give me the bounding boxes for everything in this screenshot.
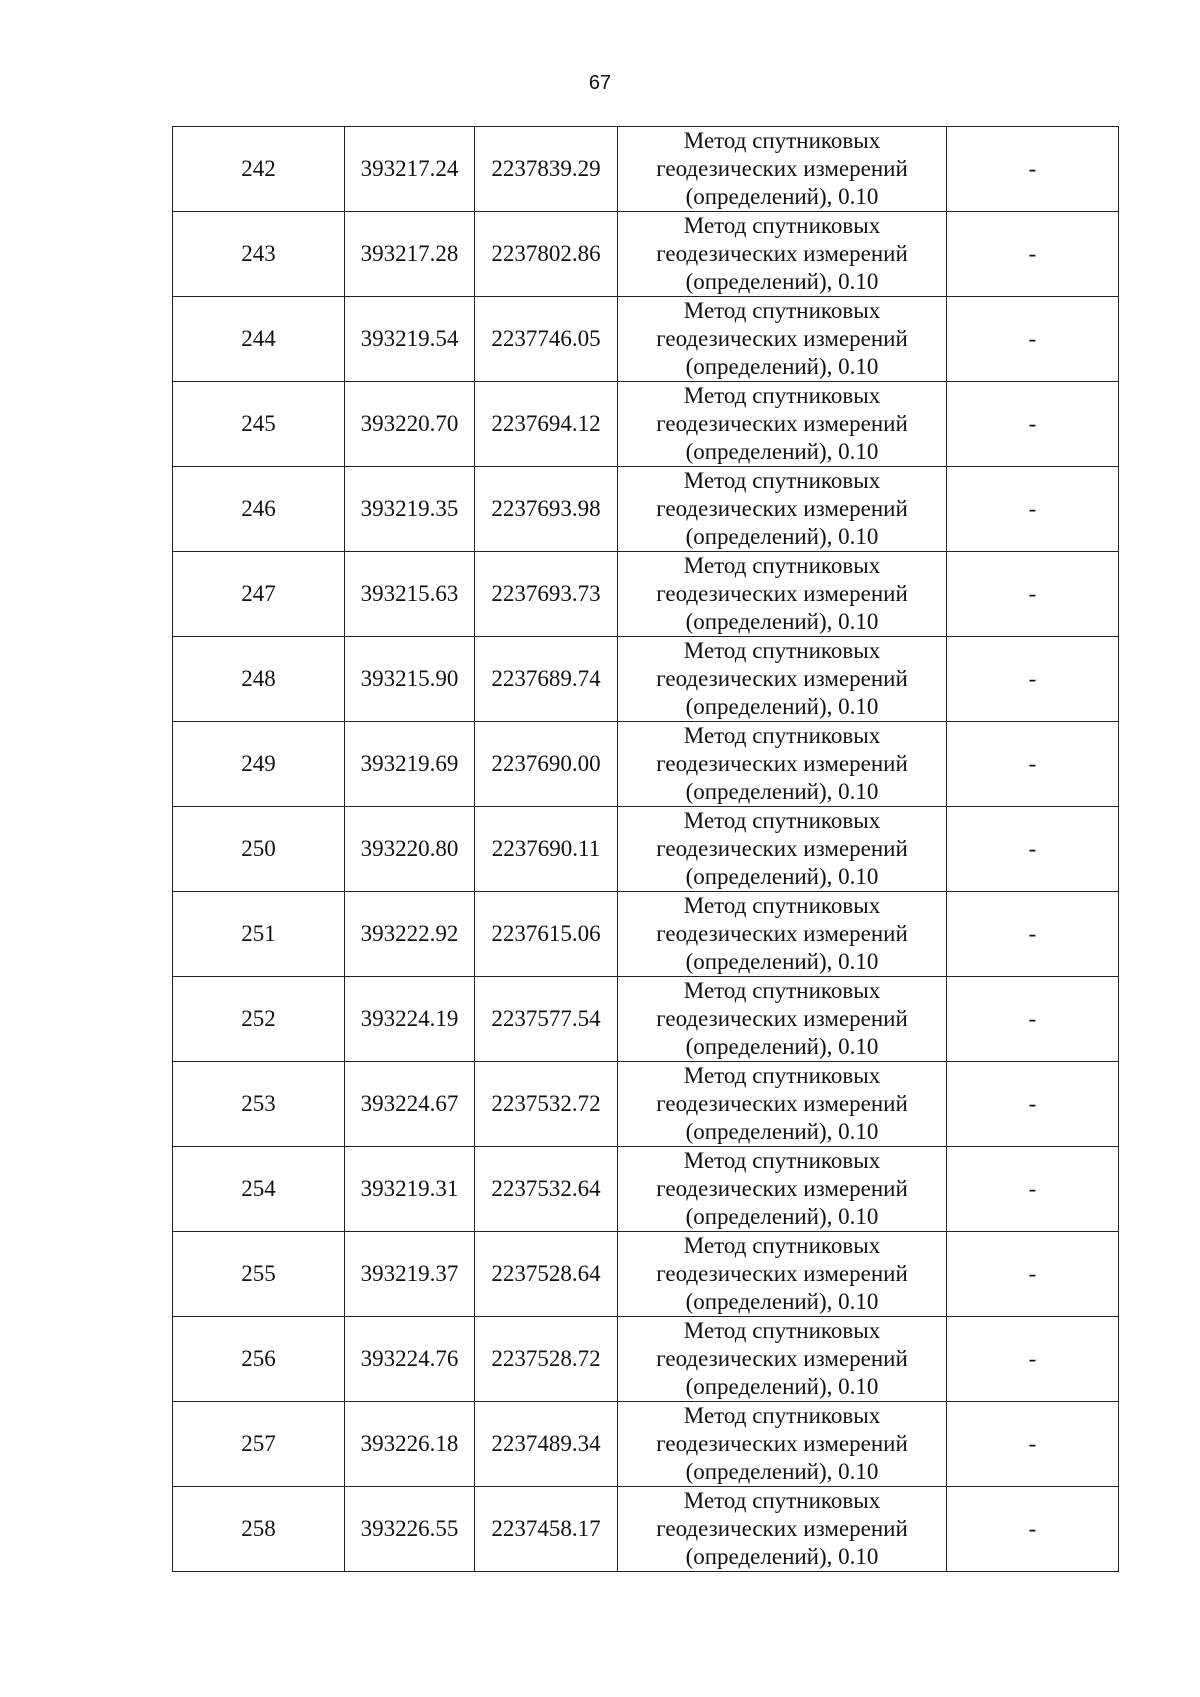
table-row [173, 297, 1119, 382]
point-number-cell: 244 [173, 297, 345, 382]
point-number-cell: 257 [173, 1402, 345, 1487]
method-line-3: (определений), 0.10 [685, 184, 879, 209]
method-cell [618, 892, 947, 977]
method-line-2: геодезических измерений [656, 326, 908, 351]
method-line-3: (определений), 0.10 [685, 1289, 879, 1314]
coordinates-table [172, 126, 1119, 1572]
method-line-1: Метод спутниковых [683, 893, 881, 918]
x-coordinate-cell: 393215.90 [345, 637, 475, 722]
table-row [173, 807, 1119, 892]
method-cell [618, 467, 947, 552]
y-coordinate-cell: 2237528.72 [475, 1317, 618, 1402]
point-number-cell: 252 [173, 977, 345, 1062]
table-row [173, 1062, 1119, 1147]
method-line-1: Метод спутниковых [683, 1488, 881, 1513]
method-line-3: (определений), 0.10 [685, 439, 879, 464]
point-number-cell: 242 [173, 127, 345, 212]
y-coordinate-cell: 2237690.00 [475, 722, 618, 807]
note-cell: - [947, 637, 1119, 722]
x-coordinate-cell: 393226.18 [345, 1402, 475, 1487]
method-line-3: (определений), 0.10 [685, 609, 879, 634]
y-coordinate-cell: 2237532.64 [475, 1147, 618, 1232]
point-number-cell: 253 [173, 1062, 345, 1147]
note-cell: - [947, 1062, 1119, 1147]
method-cell [618, 722, 947, 807]
y-coordinate-cell: 2237690.11 [475, 807, 618, 892]
method-line-3: (определений), 0.10 [685, 1034, 879, 1059]
note-cell: - [947, 807, 1119, 892]
method-line-1: Метод спутниковых [683, 1063, 881, 1088]
method-cell [618, 1487, 947, 1572]
table-row [173, 552, 1119, 637]
note-cell: - [947, 127, 1119, 212]
x-coordinate-cell: 393224.76 [345, 1317, 475, 1402]
y-coordinate-cell: 2237532.72 [475, 1062, 618, 1147]
method-cell [618, 1232, 947, 1317]
method-cell [618, 1147, 947, 1232]
coordinates-table-body [173, 127, 1119, 1572]
x-coordinate-cell: 393220.70 [345, 382, 475, 467]
point-number-cell: 243 [173, 212, 345, 297]
method-line-2: геодезических измерений [656, 1346, 908, 1371]
method-cell [618, 807, 947, 892]
method-cell [618, 212, 947, 297]
point-number-cell: 247 [173, 552, 345, 637]
method-line-1: Метод спутниковых [683, 468, 881, 493]
method-line-3: (определений), 0.10 [685, 694, 879, 719]
point-number-cell: 258 [173, 1487, 345, 1572]
method-line-3: (определений), 0.10 [685, 269, 879, 294]
note-cell: - [947, 1487, 1119, 1572]
table-row [173, 637, 1119, 722]
x-coordinate-cell: 393226.55 [345, 1487, 475, 1572]
method-line-2: геодезических измерений [656, 836, 908, 861]
x-coordinate-cell: 393219.31 [345, 1147, 475, 1232]
note-cell: - [947, 552, 1119, 637]
method-line-2: геодезических измерений [656, 666, 908, 691]
table-row [173, 722, 1119, 807]
note-cell: - [947, 892, 1119, 977]
table-row [173, 1317, 1119, 1402]
point-number-cell: 256 [173, 1317, 345, 1402]
y-coordinate-cell: 2237802.86 [475, 212, 618, 297]
method-line-3: (определений), 0.10 [685, 1374, 879, 1399]
method-line-1: Метод спутниковых [683, 1233, 881, 1258]
table-row [173, 127, 1119, 212]
method-line-2: геодезических измерений [656, 1176, 908, 1201]
point-number-cell: 246 [173, 467, 345, 552]
method-line-3: (определений), 0.10 [685, 1459, 879, 1484]
method-line-1: Метод спутниковых [683, 1403, 881, 1428]
y-coordinate-cell: 2237489.34 [475, 1402, 618, 1487]
method-line-1: Метод спутниковых [683, 808, 881, 833]
method-line-2: геодезических измерений [656, 156, 908, 181]
method-line-2: геодезических измерений [656, 241, 908, 266]
table-row [173, 1487, 1119, 1572]
method-line-2: геодезических измерений [656, 1261, 908, 1286]
x-coordinate-cell: 393219.69 [345, 722, 475, 807]
table-row [173, 892, 1119, 977]
note-cell: - [947, 1232, 1119, 1317]
method-line-3: (определений), 0.10 [685, 864, 879, 889]
method-line-1: Метод спутниковых [683, 978, 881, 1003]
y-coordinate-cell: 2237693.73 [475, 552, 618, 637]
point-number-cell: 255 [173, 1232, 345, 1317]
note-cell: - [947, 212, 1119, 297]
y-coordinate-cell: 2237693.98 [475, 467, 618, 552]
note-cell: - [947, 1147, 1119, 1232]
method-line-3: (определений), 0.10 [685, 524, 879, 549]
method-line-2: геодезических измерений [656, 921, 908, 946]
method-line-3: (определений), 0.10 [685, 779, 879, 804]
note-cell: - [947, 722, 1119, 807]
y-coordinate-cell: 2237694.12 [475, 382, 618, 467]
method-line-3: (определений), 0.10 [685, 1119, 879, 1144]
point-number-cell: 248 [173, 637, 345, 722]
x-coordinate-cell: 393220.80 [345, 807, 475, 892]
method-line-1: Метод спутниковых [683, 383, 881, 408]
table-row [173, 212, 1119, 297]
x-coordinate-cell: 393224.67 [345, 1062, 475, 1147]
y-coordinate-cell: 2237746.05 [475, 297, 618, 382]
x-coordinate-cell: 393219.54 [345, 297, 475, 382]
point-number-cell: 251 [173, 892, 345, 977]
method-line-1: Метод спутниковых [683, 553, 881, 578]
table-row [173, 977, 1119, 1062]
x-coordinate-cell: 393224.19 [345, 977, 475, 1062]
y-coordinate-cell: 2237615.06 [475, 892, 618, 977]
method-cell [618, 552, 947, 637]
x-coordinate-cell: 393219.37 [345, 1232, 475, 1317]
x-coordinate-cell: 393219.35 [345, 467, 475, 552]
note-cell: - [947, 382, 1119, 467]
table-row [173, 467, 1119, 552]
method-cell [618, 1062, 947, 1147]
method-cell [618, 297, 947, 382]
method-line-2: геодезических измерений [656, 1516, 908, 1541]
method-line-3: (определений), 0.10 [685, 949, 879, 974]
note-cell: - [947, 1317, 1119, 1402]
method-line-1: Метод спутниковых [683, 128, 881, 153]
method-line-2: геодезических измерений [656, 411, 908, 436]
method-line-3: (определений), 0.10 [685, 1544, 879, 1569]
method-line-2: геодезических измерений [656, 1431, 908, 1456]
method-line-2: геодезических измерений [656, 496, 908, 521]
method-line-1: Метод спутниковых [683, 638, 881, 663]
method-line-3: (определений), 0.10 [685, 1204, 879, 1229]
method-line-2: геодезических измерений [656, 1091, 908, 1116]
point-number-cell: 245 [173, 382, 345, 467]
x-coordinate-cell: 393215.63 [345, 552, 475, 637]
method-line-1: Метод спутниковых [683, 1148, 881, 1173]
method-line-2: геодезических измерений [656, 1006, 908, 1031]
method-cell [618, 977, 947, 1062]
point-number-cell: 249 [173, 722, 345, 807]
note-cell: - [947, 467, 1119, 552]
method-cell [618, 1317, 947, 1402]
method-cell [618, 382, 947, 467]
table-row [173, 1147, 1119, 1232]
x-coordinate-cell: 393217.24 [345, 127, 475, 212]
method-cell [618, 637, 947, 722]
point-number-cell: 254 [173, 1147, 345, 1232]
y-coordinate-cell: 2237839.29 [475, 127, 618, 212]
table-row [173, 1232, 1119, 1317]
point-number-cell: 250 [173, 807, 345, 892]
method-line-1: Метод спутниковых [683, 213, 881, 238]
note-cell: - [947, 1402, 1119, 1487]
y-coordinate-cell: 2237577.54 [475, 977, 618, 1062]
method-line-1: Метод спутниковых [683, 723, 881, 748]
method-line-2: геодезических измерений [656, 581, 908, 606]
method-line-1: Метод спутниковых [683, 298, 881, 323]
page-number: 67 [588, 72, 612, 94]
method-cell [618, 1402, 947, 1487]
x-coordinate-cell: 393222.92 [345, 892, 475, 977]
x-coordinate-cell: 393217.28 [345, 212, 475, 297]
y-coordinate-cell: 2237458.17 [475, 1487, 618, 1572]
method-line-2: геодезических измерений [656, 751, 908, 776]
note-cell: - [947, 297, 1119, 382]
table-row [173, 382, 1119, 467]
method-cell [618, 127, 947, 212]
note-cell: - [947, 977, 1119, 1062]
y-coordinate-cell: 2237528.64 [475, 1232, 618, 1317]
table-row [173, 1402, 1119, 1487]
method-line-1: Метод спутниковых [683, 1318, 881, 1343]
y-coordinate-cell: 2237689.74 [475, 637, 618, 722]
method-line-3: (определений), 0.10 [685, 354, 879, 379]
